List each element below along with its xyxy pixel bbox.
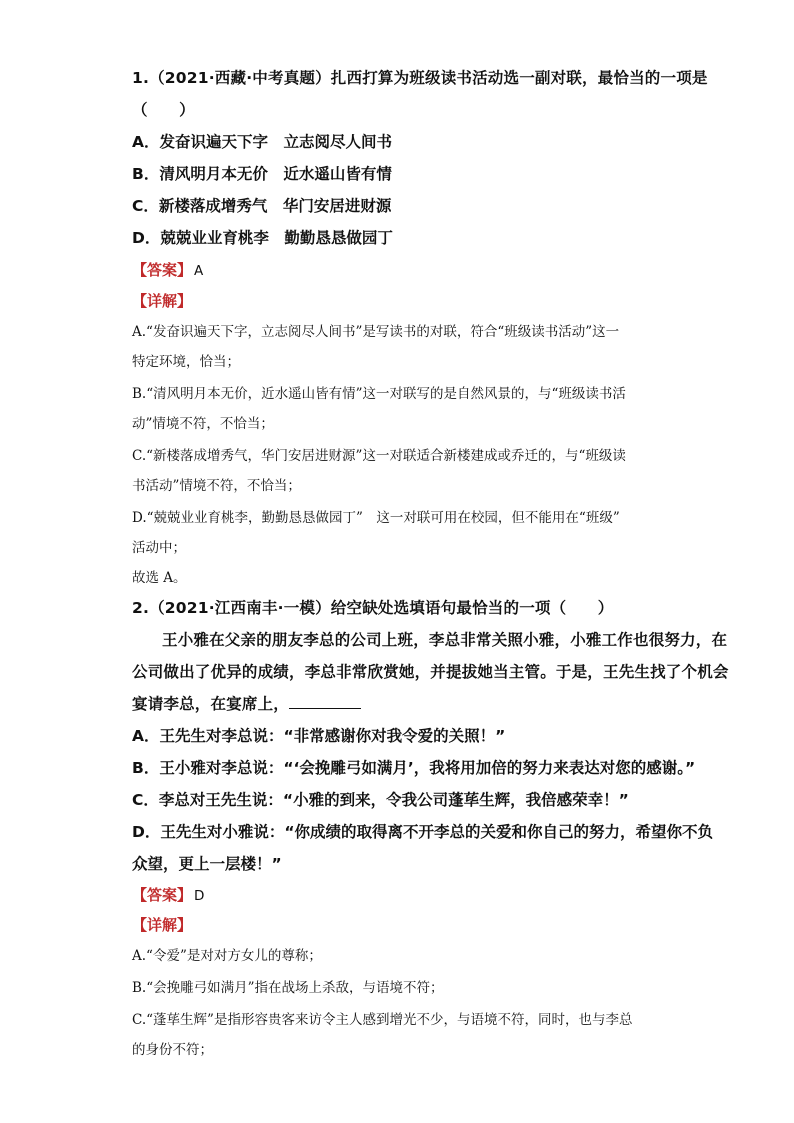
q1-explain-line: 活动中； (132, 540, 186, 556)
q2-explain-line: 的身份不符； (132, 1042, 213, 1058)
q2-passage-line: 公司做出了优异的成绩，李总非常欣赏她，并提拔她当主管。于是，王先生找了个机会 (132, 663, 729, 681)
q1-explain-line: 特定环境，恰当； (132, 354, 240, 370)
q1-explain-line: 故选 A。 (132, 570, 187, 586)
q1-explain-line: 动”情境不符，不恰当； (132, 416, 274, 432)
q1-option-c: C．新楼落成增秀气 华门安居进财源 (132, 197, 392, 215)
q2-passage-line: 王小雅在父亲的朋友李总的公司上班，李总非常关照小雅，小雅工作也很努力，在 (162, 631, 728, 649)
q1-explain-line: C.“新楼落成增秀气，华门安居进财源”这一对联适合新楼建成或乔迁的，与“班级读 (132, 448, 626, 464)
q2-explain-line: C.“蓬荜生辉”是指形容贵客来访令主人感到增光不少，与语境不符，同时，也与李总 (132, 1012, 633, 1028)
q1-stem-paren: （ ） (132, 101, 195, 119)
q1-explain-line: 书活动”情境不符，不恰当； (132, 478, 301, 494)
q2-explain-label: 【详解】 (132, 916, 193, 934)
q1-explain-line: D.“兢兢业业育桃李，勤勤恳恳做园丁” 这一对联可用在校园，但不能用在“班级” (132, 510, 620, 526)
q2-option-d-cont: 众望，更上一层楼！” (132, 855, 282, 873)
q2-option-a: A．王先生对李总说：“非常感谢你对我令爱的关照！” (132, 727, 506, 745)
q2-explain-line: A.“令爱”是对对方女儿的尊称； (132, 948, 322, 964)
q2-explain-line: B.“会挽雕弓如满月”指在战场上杀敌，与语境不符； (132, 980, 444, 996)
q2-option-d: D．王先生对小雅说：“你成绩的取得离不开李总的关爱和你自己的努力，希望你不负 (132, 823, 714, 841)
q1-explain-label: 【详解】 (132, 292, 193, 310)
fill-in-blank (289, 694, 361, 709)
q2-stem: 2.（2021·江西南丰·一模）给空缺处选填语句最恰当的一项（ ） (132, 599, 614, 617)
answer-label: 【答案】 (132, 886, 193, 904)
q2-passage-text: 宴请李总，在宴席上， (132, 695, 290, 713)
answer-value: D (194, 888, 205, 904)
q1-option-d: D．兢兢业业育桃李 勤勤恳恳做园丁 (132, 229, 393, 247)
q1-explain-line: B.“清风明月本无价，近水遥山皆有情”这一对联写的是自然风景的，与“班级读书活 (132, 386, 626, 402)
q2-passage-line-with-blank (132, 692, 361, 714)
q2-option-b: B．王小雅对李总说：“‘会挽雕弓如满月’，我将用加倍的努力来表达对您的感谢。” (132, 759, 696, 777)
q1-option-b: B．清风明月本无价 近水遥山皆有情 (132, 165, 392, 183)
q1-explain-line: A.“发奋识遍天下字，立志阅尽人间书”是写读书的对联，符合“班级读书活动”这一 (132, 324, 620, 340)
answer-value: A (194, 263, 204, 279)
q1-stem: 1.（2021·西藏·中考真题）扎西打算为班级读书活动选一副对联，最恰当的一项是 (132, 69, 708, 87)
q1-option-a: A．发奋识遍天下字 立志阅尽人间书 (132, 133, 392, 151)
q2-answer (132, 884, 204, 905)
q1-answer (132, 259, 203, 280)
answer-label: 【答案】 (132, 261, 193, 279)
q2-option-c: C．李总对王先生说：“小雅的到来，令我公司蓬荜生辉，我倍感荣幸！” (132, 791, 629, 809)
